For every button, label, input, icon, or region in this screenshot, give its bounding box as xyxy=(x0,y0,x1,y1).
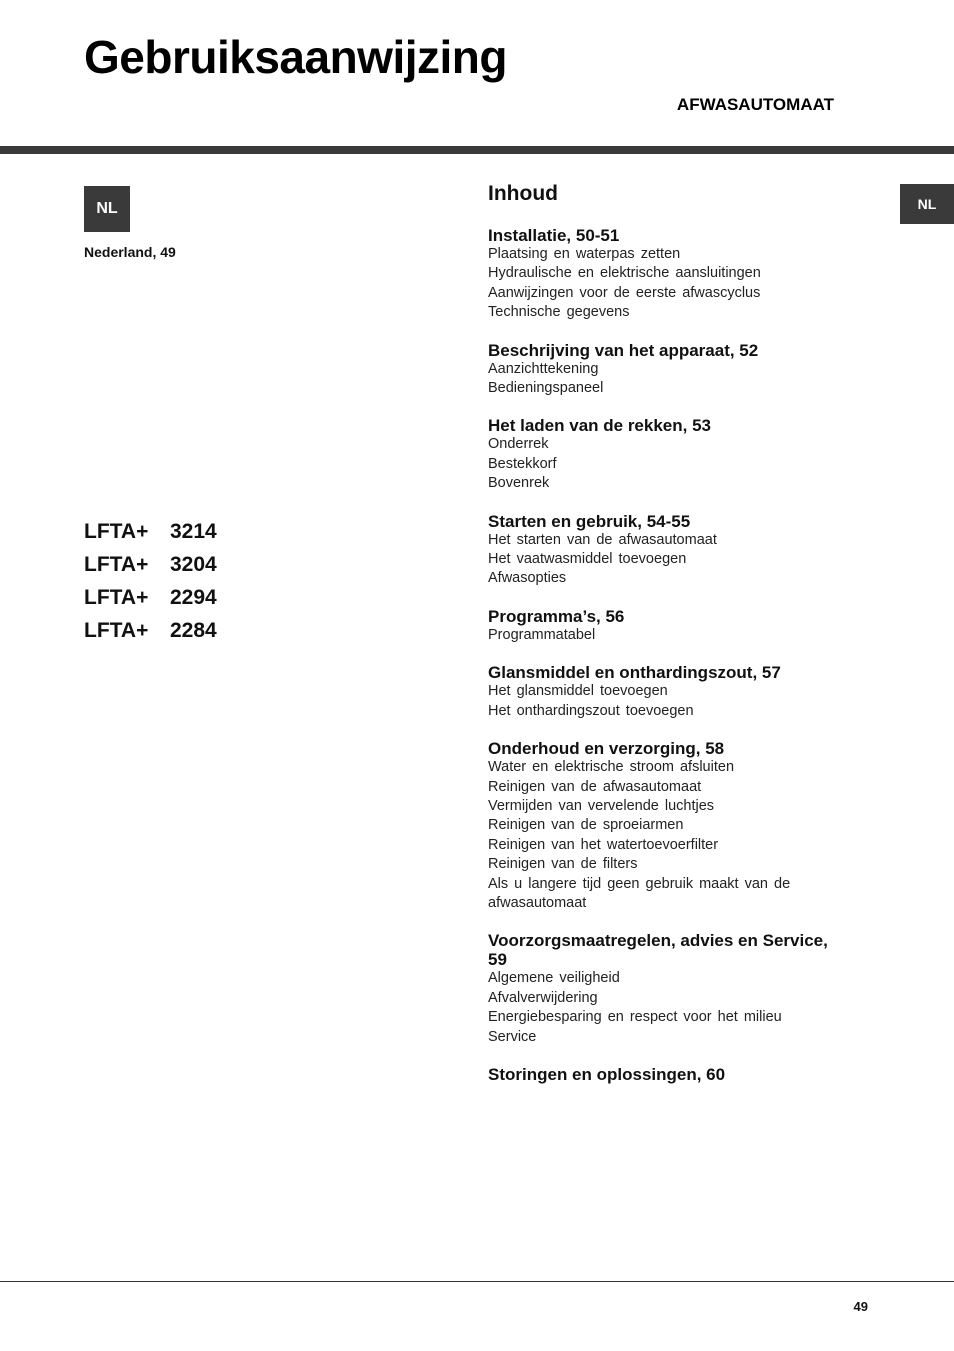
toc-subitem[interactable]: Het glansmiddel toevoegen xyxy=(488,683,668,700)
table-of-contents xyxy=(488,182,848,1102)
toc-subitem[interactable]: Het starten van de afwasautomaat xyxy=(488,531,717,548)
toc-title: Inhoud xyxy=(488,182,558,205)
header-divider xyxy=(0,146,954,154)
language-link[interactable]: Nederland, 49 xyxy=(84,244,176,260)
toc-section xyxy=(488,416,848,493)
toc-subitem[interactable]: Plaatsing en waterpas zetten xyxy=(488,246,681,262)
toc-section-title[interactable]: Het laden van de rekken, 53 xyxy=(488,416,711,436)
toc-subitem[interactable]: Bedieningspaneel xyxy=(488,380,604,397)
model-number: 2284 xyxy=(170,619,217,642)
language-badge: NL xyxy=(84,186,130,232)
toc-section xyxy=(488,1065,848,1084)
toc-subitem[interactable]: Het onthardingszout toevoegen xyxy=(488,702,694,719)
toc-subitem[interactable]: Afvalverwijdering xyxy=(488,989,598,1006)
toc-section xyxy=(488,931,848,1047)
toc-subitem[interactable]: Als u langere tijd geen gebruik maakt van de afwasautomaat xyxy=(488,875,791,911)
model-prefix: LFTA+ xyxy=(84,586,149,609)
toc-subitem[interactable]: Aanzichttekening xyxy=(488,360,599,377)
toc-subitem[interactable]: Afwasopties xyxy=(488,570,567,587)
model-number: 3214 xyxy=(170,520,217,543)
toc-section xyxy=(488,663,848,721)
toc-subitem[interactable]: Water en elektrische stroom afsluiten xyxy=(488,759,735,776)
model-item xyxy=(84,617,217,650)
toc-subitem[interactable]: Reinigen van de afwasautomaat xyxy=(488,778,702,795)
toc-subitem[interactable]: Bovenrek xyxy=(488,475,550,492)
toc-subitem[interactable]: Hydraulische en elektrische aansluitingen xyxy=(488,265,761,282)
model-number: 2294 xyxy=(170,586,217,609)
toc-subitem[interactable]: Reinigen van de sproeiarmen xyxy=(488,817,684,834)
page-number: 49 xyxy=(853,1299,868,1314)
model-prefix: LFTA+ xyxy=(84,520,149,543)
toc-subitem[interactable]: Bestekkorf xyxy=(488,455,557,472)
toc-section-title[interactable]: Onderhoud en verzorging, 58 xyxy=(488,739,725,759)
toc-section-title[interactable]: Storingen en oplossingen, 60 xyxy=(488,1064,726,1084)
toc-sections xyxy=(488,226,848,1084)
model-number: 3204 xyxy=(170,553,217,576)
model-item xyxy=(84,584,217,617)
footer-divider xyxy=(0,1281,954,1282)
model-prefix: LFTA+ xyxy=(84,553,149,576)
toc-subitem[interactable]: Onderrek xyxy=(488,436,549,453)
toc-subitem[interactable]: Vermijden van vervelende luchtjes xyxy=(488,797,715,814)
toc-section-title[interactable]: Installatie, 50-51 xyxy=(488,226,620,245)
toc-section-title[interactable]: Glansmiddel en onthardingszout, 57 xyxy=(488,663,781,683)
toc-section-title[interactable]: Beschrijving van het apparaat, 52 xyxy=(488,340,759,360)
toc-section-title[interactable]: Voorzorgsmaatregelen, advies en Service, 59 xyxy=(488,931,828,970)
model-item xyxy=(84,551,217,584)
toc-subitem[interactable]: Het vaatwasmiddel toevoegen xyxy=(488,551,687,568)
model-item xyxy=(84,518,217,551)
model-prefix: LFTA+ xyxy=(84,619,149,642)
toc-subitem[interactable]: Programmatabel xyxy=(488,626,596,643)
toc-section xyxy=(488,512,848,589)
toc-subitem[interactable]: Reinigen van de filters xyxy=(488,856,638,873)
toc-subitem[interactable]: Energiebesparing en respect voor het milieu xyxy=(488,1009,782,1026)
toc-subitem[interactable]: Algemene veiligheid xyxy=(488,970,620,987)
toc-section xyxy=(488,739,848,913)
toc-subitem[interactable]: Service xyxy=(488,1028,537,1045)
toc-section-title[interactable]: Starten en gebruik, 54-55 xyxy=(488,511,691,531)
model-list xyxy=(84,518,217,650)
toc-section xyxy=(488,607,848,645)
page-title: Gebruiksaanwijzing xyxy=(84,31,507,83)
toc-section-title[interactable]: Programma’s, 56 xyxy=(488,606,625,626)
toc-subitem[interactable]: Aanwijzingen voor de eerste afwascyclus xyxy=(488,284,761,301)
language-tab: NL xyxy=(900,184,954,224)
toc-subitem[interactable]: Reinigen van het watertoevoerfilter xyxy=(488,836,719,853)
toc-section xyxy=(488,226,848,323)
toc-section xyxy=(488,341,848,399)
document-subtitle: AFWASAUTOMAAT xyxy=(676,95,834,114)
toc-subitem[interactable]: Technische gegevens xyxy=(488,304,630,321)
